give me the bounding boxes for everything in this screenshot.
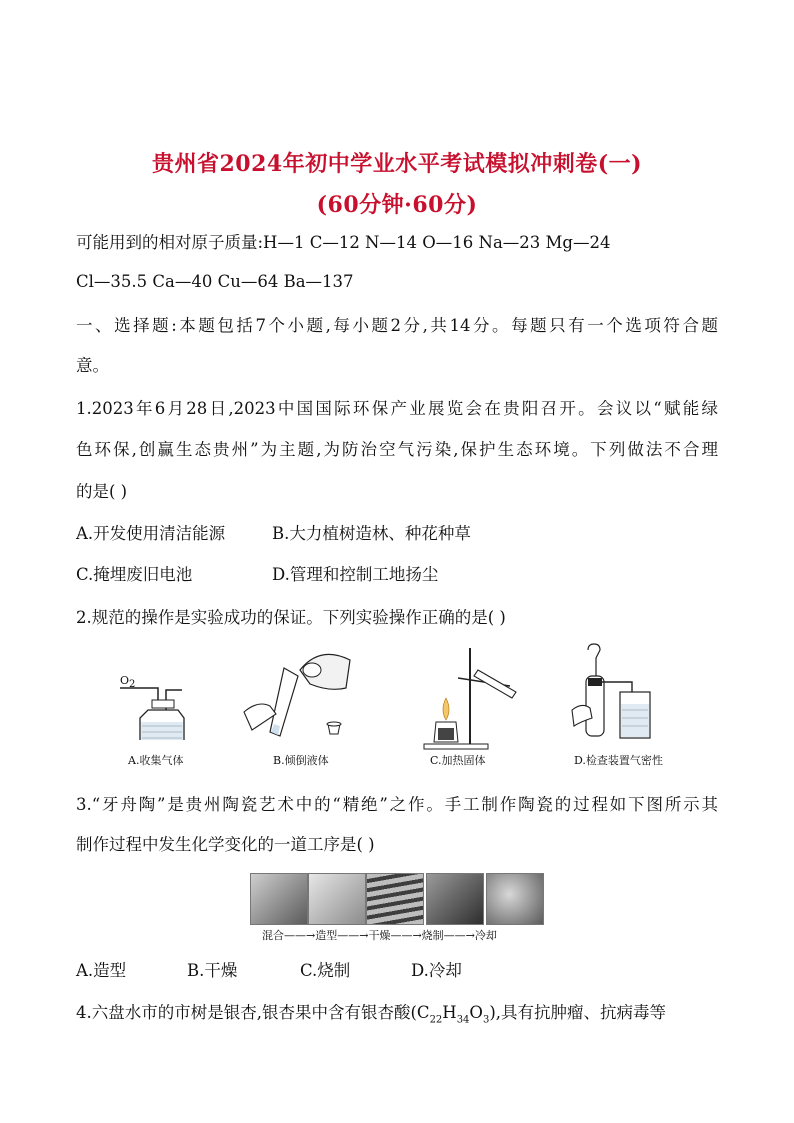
q3-option-d[interactable]: D.冷却: [411, 961, 462, 980]
arrow-icon: ——→: [390, 929, 422, 942]
photo-mixing: [250, 873, 308, 925]
q3-stem-line-2: 制作过程中发生化学变化的一道工序是( ): [76, 835, 375, 854]
figure-collect-gas: [110, 640, 200, 740]
arrow-icon: ——→: [337, 929, 369, 942]
exam-title: 贵州省2024年初中学业水平考试模拟冲刺卷(一): [151, 151, 643, 177]
atomic-mass-line-2: Cl—35.5 Ca—40 Cu—64 Ba—137: [76, 272, 354, 291]
q1-option-b[interactable]: B.大力植树造林、种花种草: [272, 524, 471, 543]
arrow-icon: ——→: [443, 929, 475, 942]
photo-firing: [426, 873, 484, 925]
q1-stem-line-1: 1.2023年6月28日,2023中国国际环保产业展览会在贵阳召开。会议以“赋能绿: [76, 399, 718, 418]
q4-h: H: [442, 1003, 457, 1022]
photo-shaping: [308, 873, 366, 925]
figure-a-caption: A.收集气体: [128, 754, 184, 767]
process-flow: [262, 927, 497, 943]
figure-d-caption: D.检查装置气密性: [574, 754, 663, 767]
q1-option-d[interactable]: D.管理和控制工地扬尘: [272, 565, 439, 584]
q4-sub-2: 34: [456, 1014, 470, 1026]
q1-option-c[interactable]: C.掩埋废旧电池: [76, 565, 193, 584]
process-step-4: 烧制: [421, 929, 444, 942]
heating-setup-icon: [418, 640, 528, 750]
pour-liquid-icon: [240, 640, 360, 750]
q4-stem-line-1: [76, 1003, 718, 1030]
airtightness-test-icon: [568, 640, 688, 750]
q4-sub-1: 22: [429, 1014, 443, 1026]
figure-pour-liquid: [240, 640, 360, 750]
atomic-mass-line-1: 可能用到的相对原子质量:H—1 C—12 N—14 O—16 Na—23 Mg—24: [76, 233, 611, 252]
q1-stem-line-2: 色环保,创赢生态贵州”为主题,为防治空气污染,保护生态环境。下列做法不合理: [76, 440, 718, 459]
q4-o: O: [469, 1003, 483, 1022]
q1-options-row-1: [76, 524, 718, 544]
figure-c-caption: C.加热固体: [430, 754, 486, 767]
process-step-5: 冷却: [474, 929, 497, 942]
arrow-icon: ——→: [284, 929, 316, 942]
q3-options-row: [76, 961, 718, 981]
process-step-2: 造型: [315, 929, 338, 942]
q3-option-b[interactable]: B.干燥: [187, 961, 238, 980]
section-heading-line-2: 意。: [76, 356, 109, 375]
q1-stem-line-3: 的是( ): [76, 482, 128, 501]
o2-label: $O_2$: [120, 674, 136, 691]
figure-b-caption: B.倾倒液体: [273, 754, 329, 767]
photo-drying: [366, 873, 424, 925]
q4-text-post: ),具有抗肿瘤、抗病毒等: [489, 1003, 667, 1022]
q3-option-c[interactable]: C.烧制: [300, 961, 351, 980]
process-step-3: 干燥: [368, 929, 391, 942]
q3-option-a[interactable]: A.造型: [76, 961, 127, 980]
q2-stem: 2.规范的操作是实验成功的保证。下列实验操作正确的是( ): [76, 608, 506, 627]
exam-duration: (60分钟·60分): [316, 192, 478, 218]
section-heading-line-1: 一、选择题:本题包括7个小题,每小题2分,共14分。每题只有一个选项符合题: [76, 316, 718, 335]
figure-check-airtightness: [568, 640, 688, 750]
process-step-1: 混合: [262, 929, 284, 942]
q3-stem-line-1: 3.“牙舟陶”是贵州陶瓷艺术中的“精绝”之作。手工制作陶瓷的过程如下图所示其: [76, 795, 718, 814]
q1-options-row-2: [76, 565, 718, 585]
photo-cooling: [486, 873, 544, 925]
q1-option-a[interactable]: A.开发使用清洁能源: [76, 524, 226, 543]
q4-sub-3: 3: [482, 1014, 490, 1026]
q4-text-pre: 4.六盘水市的市树是银杏,银杏果中含有银杏酸(C: [76, 1003, 430, 1022]
figure-heat-solid: [418, 640, 528, 750]
